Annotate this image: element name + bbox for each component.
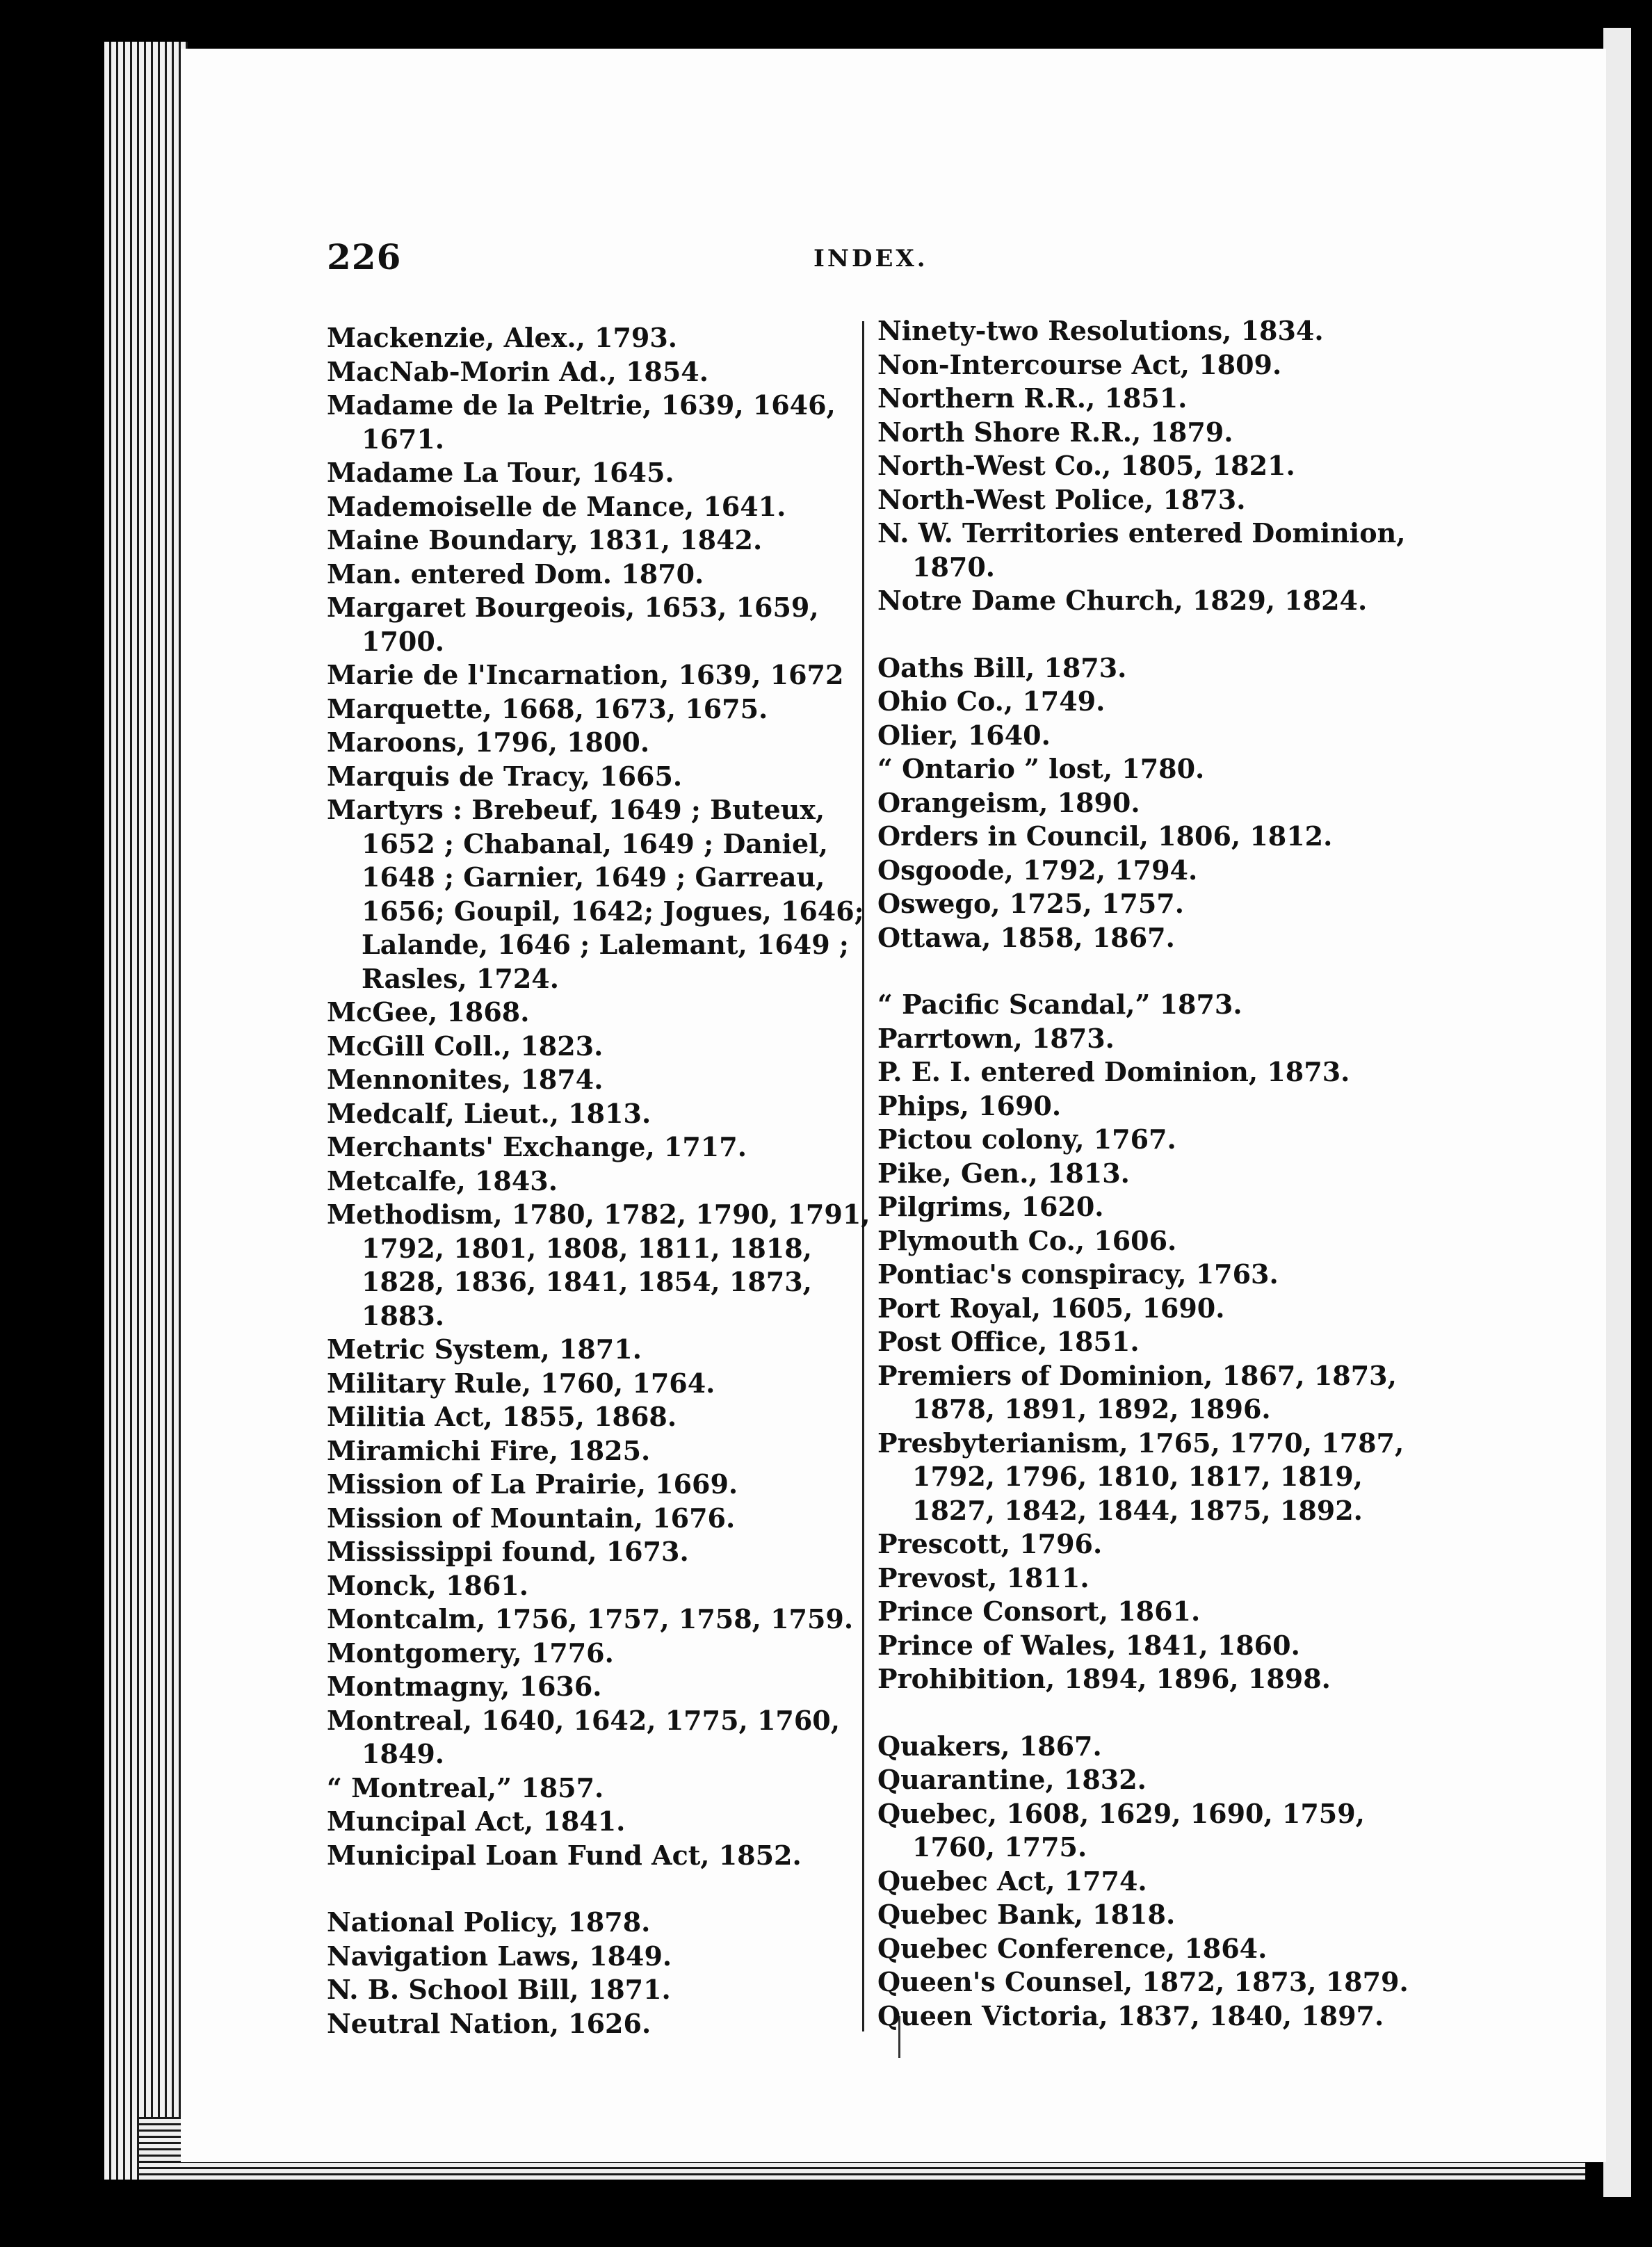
index-entry: Municipal Loan Fund Act, 1852. <box>327 1839 802 1871</box>
index-entry: Maroons, 1796, 1800. <box>327 727 650 758</box>
index-entry: Maine Boundary, 1831, 1842. <box>327 524 763 555</box>
index-entry: Methodism, 1780, 1782, 1790, 1791, 1792, 1801, 1808, 1811, 1818, 1828, 1836, 1841, 1854, 1873, 1883. <box>327 1199 870 1331</box>
page-edges-left <box>104 42 188 2180</box>
index-entry: Miramichi Fire, 1825. <box>327 1434 651 1466</box>
index-entry: Phips, 1690. <box>877 1089 1062 1121</box>
index-entry: Oswego, 1725, 1757. <box>877 888 1184 919</box>
index-entry: Marquette, 1668, 1673, 1675. <box>327 692 768 724</box>
index-entry: Quebec Conference, 1864. <box>877 1932 1268 1964</box>
index-entry: Olier, 1640. <box>877 719 1051 751</box>
index-entry: Montmagny, 1636. <box>327 1671 602 1702</box>
index-entry: Orangeism, 1890. <box>877 786 1140 818</box>
index-entry: “ Pacific Scandal,” 1873. <box>877 989 1242 1020</box>
index-entry: Pictou colony, 1767. <box>877 1124 1176 1155</box>
index-entry: Merchants' Exchange, 1717. <box>327 1131 747 1162</box>
index-entry: Mackenzie, Alex., 1793. <box>327 322 678 353</box>
index-entry: Queen Victoria, 1837, 1840, 1897. <box>877 1999 1384 2031</box>
index-entry: McGee, 1868. <box>327 996 530 1028</box>
index-entry: Presbyterianism, 1765, 1770, 1787, 1792, 1796, 1810, 1817, 1819, 1827, 1842, 1844, 1875, 1892. <box>877 1427 1404 1526</box>
index-entry: Marie de l'Incarnation, 1639, 1672 <box>327 659 844 690</box>
index-entry: Militia Act, 1855, 1868. <box>327 1401 677 1432</box>
index-entry: North-West Police, 1873. <box>877 483 1246 515</box>
index-entry: Pike, Gen., 1813. <box>877 1157 1130 1189</box>
index-entry: Quebec Bank, 1818. <box>877 1899 1176 1930</box>
index-entry: Man. entered Dom. 1870. <box>327 558 704 590</box>
index-entry: Montcalm, 1756, 1757, 1758, 1759. <box>327 1603 854 1634</box>
index-entry: N. B. School Bill, 1871. <box>327 1974 671 2005</box>
section-gap <box>877 955 1448 988</box>
index-column-left <box>327 321 883 2041</box>
index-entry: “ Ontario ” lost, 1780. <box>877 753 1205 784</box>
index-entry: McGill Coll., 1823. <box>327 1030 604 1062</box>
index-entry: Prevost, 1811. <box>877 1561 1090 1593</box>
index-entry: Plymouth Co., 1606. <box>877 1224 1177 1256</box>
index-entry: Non-Intercourse Act, 1809. <box>877 348 1282 380</box>
index-entry: Pilgrims, 1620. <box>877 1191 1104 1222</box>
index-entry: Quebec, 1608, 1629, 1690, 1759, 1760, 1775. <box>877 1797 1365 1863</box>
page-number: 226 <box>327 236 402 277</box>
index-entry: Ninety-two Resolutions, 1834. <box>877 315 1324 346</box>
index-entry: Prescott, 1796. <box>877 1528 1103 1559</box>
index-entry: Port Royal, 1605, 1690. <box>877 1292 1225 1324</box>
index-entry: N. W. Territories entered Dominion, 1870. <box>877 517 1406 583</box>
index-entry: Military Rule, 1760, 1764. <box>327 1367 715 1399</box>
index-entry: Mission of Mountain, 1676. <box>327 1502 736 1534</box>
index-entry: Metcalfe, 1843. <box>327 1165 558 1196</box>
index-entry: Mission of La Prairie, 1669. <box>327 1468 738 1500</box>
index-entry: National Policy, 1878. <box>327 1906 651 1938</box>
index-entry: Ottawa, 1858, 1867. <box>877 921 1175 953</box>
section-gap <box>877 1696 1448 1730</box>
index-entry: Prince of Wales, 1841, 1860. <box>877 1629 1300 1661</box>
index-entry: Neutral Nation, 1626. <box>327 2007 651 2039</box>
index-entry: Metric System, 1871. <box>327 1333 642 1365</box>
index-entry: Margaret Bourgeois, 1653, 1659, 1700. <box>327 592 819 657</box>
index-entry: Martyrs : Brebeuf, 1649 ; Buteux, 1652 ; Chabanal, 1649 ; Daniel, 1648 ; Garnier, 1649 ; Garreau, 1656; Goupil, 1642; Jogues, 1646; Lalande, 1646 ; Lalemant, 1649 ; Rasles, 1724. <box>327 794 864 994</box>
index-entry: Montgomery, 1776. <box>327 1637 614 1669</box>
index-entry: North Shore R.R., 1879. <box>877 416 1233 448</box>
index-entry: Marquis de Tracy, 1665. <box>327 760 683 792</box>
index-entry: Notre Dame Church, 1829, 1824. <box>877 585 1368 616</box>
index-entry: Prohibition, 1894, 1896, 1898. <box>877 1663 1331 1694</box>
index-entry: Navigation Laws, 1849. <box>327 1940 672 1972</box>
index-entry: Oaths Bill, 1873. <box>877 651 1127 683</box>
index-entry: Northern R.R., 1851. <box>877 382 1188 414</box>
index-entry: MacNab-Morin Ad., 1854. <box>327 355 708 387</box>
index-entry: Mennonites, 1874. <box>327 1064 604 1095</box>
index-entry: Quarantine, 1832. <box>877 1764 1147 1795</box>
index-entry: Post Office, 1851. <box>877 1326 1140 1357</box>
index-entry: North-West Co., 1805, 1821. <box>877 450 1295 481</box>
index-entry: Quebec Act, 1774. <box>877 1865 1147 1897</box>
running-head: INDEX. <box>813 245 928 273</box>
index-entry: Muncipal Act, 1841. <box>327 1806 626 1837</box>
index-entry: Orders in Council, 1806, 1812. <box>877 820 1333 852</box>
index-entry: P. E. I. entered Dominion, 1873. <box>877 1056 1350 1087</box>
index-entry: Montreal, 1640, 1642, 1775, 1760, 1849. <box>327 1704 840 1769</box>
index-entry: Premiers of Dominion, 1867, 1873, 1878, 1891, 1892, 1896. <box>877 1359 1397 1425</box>
index-entry: Parrtown, 1873. <box>877 1022 1115 1054</box>
section-gap <box>877 618 1448 651</box>
index-column-right <box>877 314 1448 2033</box>
index-entry: Madame La Tour, 1645. <box>327 457 674 488</box>
index-entry: Medcalf, Lieut., 1813. <box>327 1097 651 1129</box>
index-entry: Pontiac's conspiracy, 1763. <box>877 1258 1279 1290</box>
facing-page-edge <box>1603 28 1631 2197</box>
index-entry: Mississippi found, 1673. <box>327 1536 689 1567</box>
index-entry: Quakers, 1867. <box>877 1730 1102 1762</box>
index-entry: Mademoiselle de Mance, 1641. <box>327 490 786 522</box>
index-entry: Prince Consort, 1861. <box>877 1596 1201 1627</box>
index-entry: Madame de la Peltrie, 1639, 1646, 1671. <box>327 389 836 455</box>
index-entry: Ohio Co., 1749. <box>877 686 1106 717</box>
index-entry: Monck, 1861. <box>327 1569 528 1601</box>
index-entry: Osgoode, 1792, 1794. <box>877 854 1198 886</box>
index-entry: Queen's Counsel, 1872, 1873, 1879. <box>877 1966 1409 1997</box>
index-entry: “ Montreal,” 1857. <box>327 1771 604 1803</box>
section-gap <box>327 1872 883 1906</box>
page-header <box>327 236 932 285</box>
